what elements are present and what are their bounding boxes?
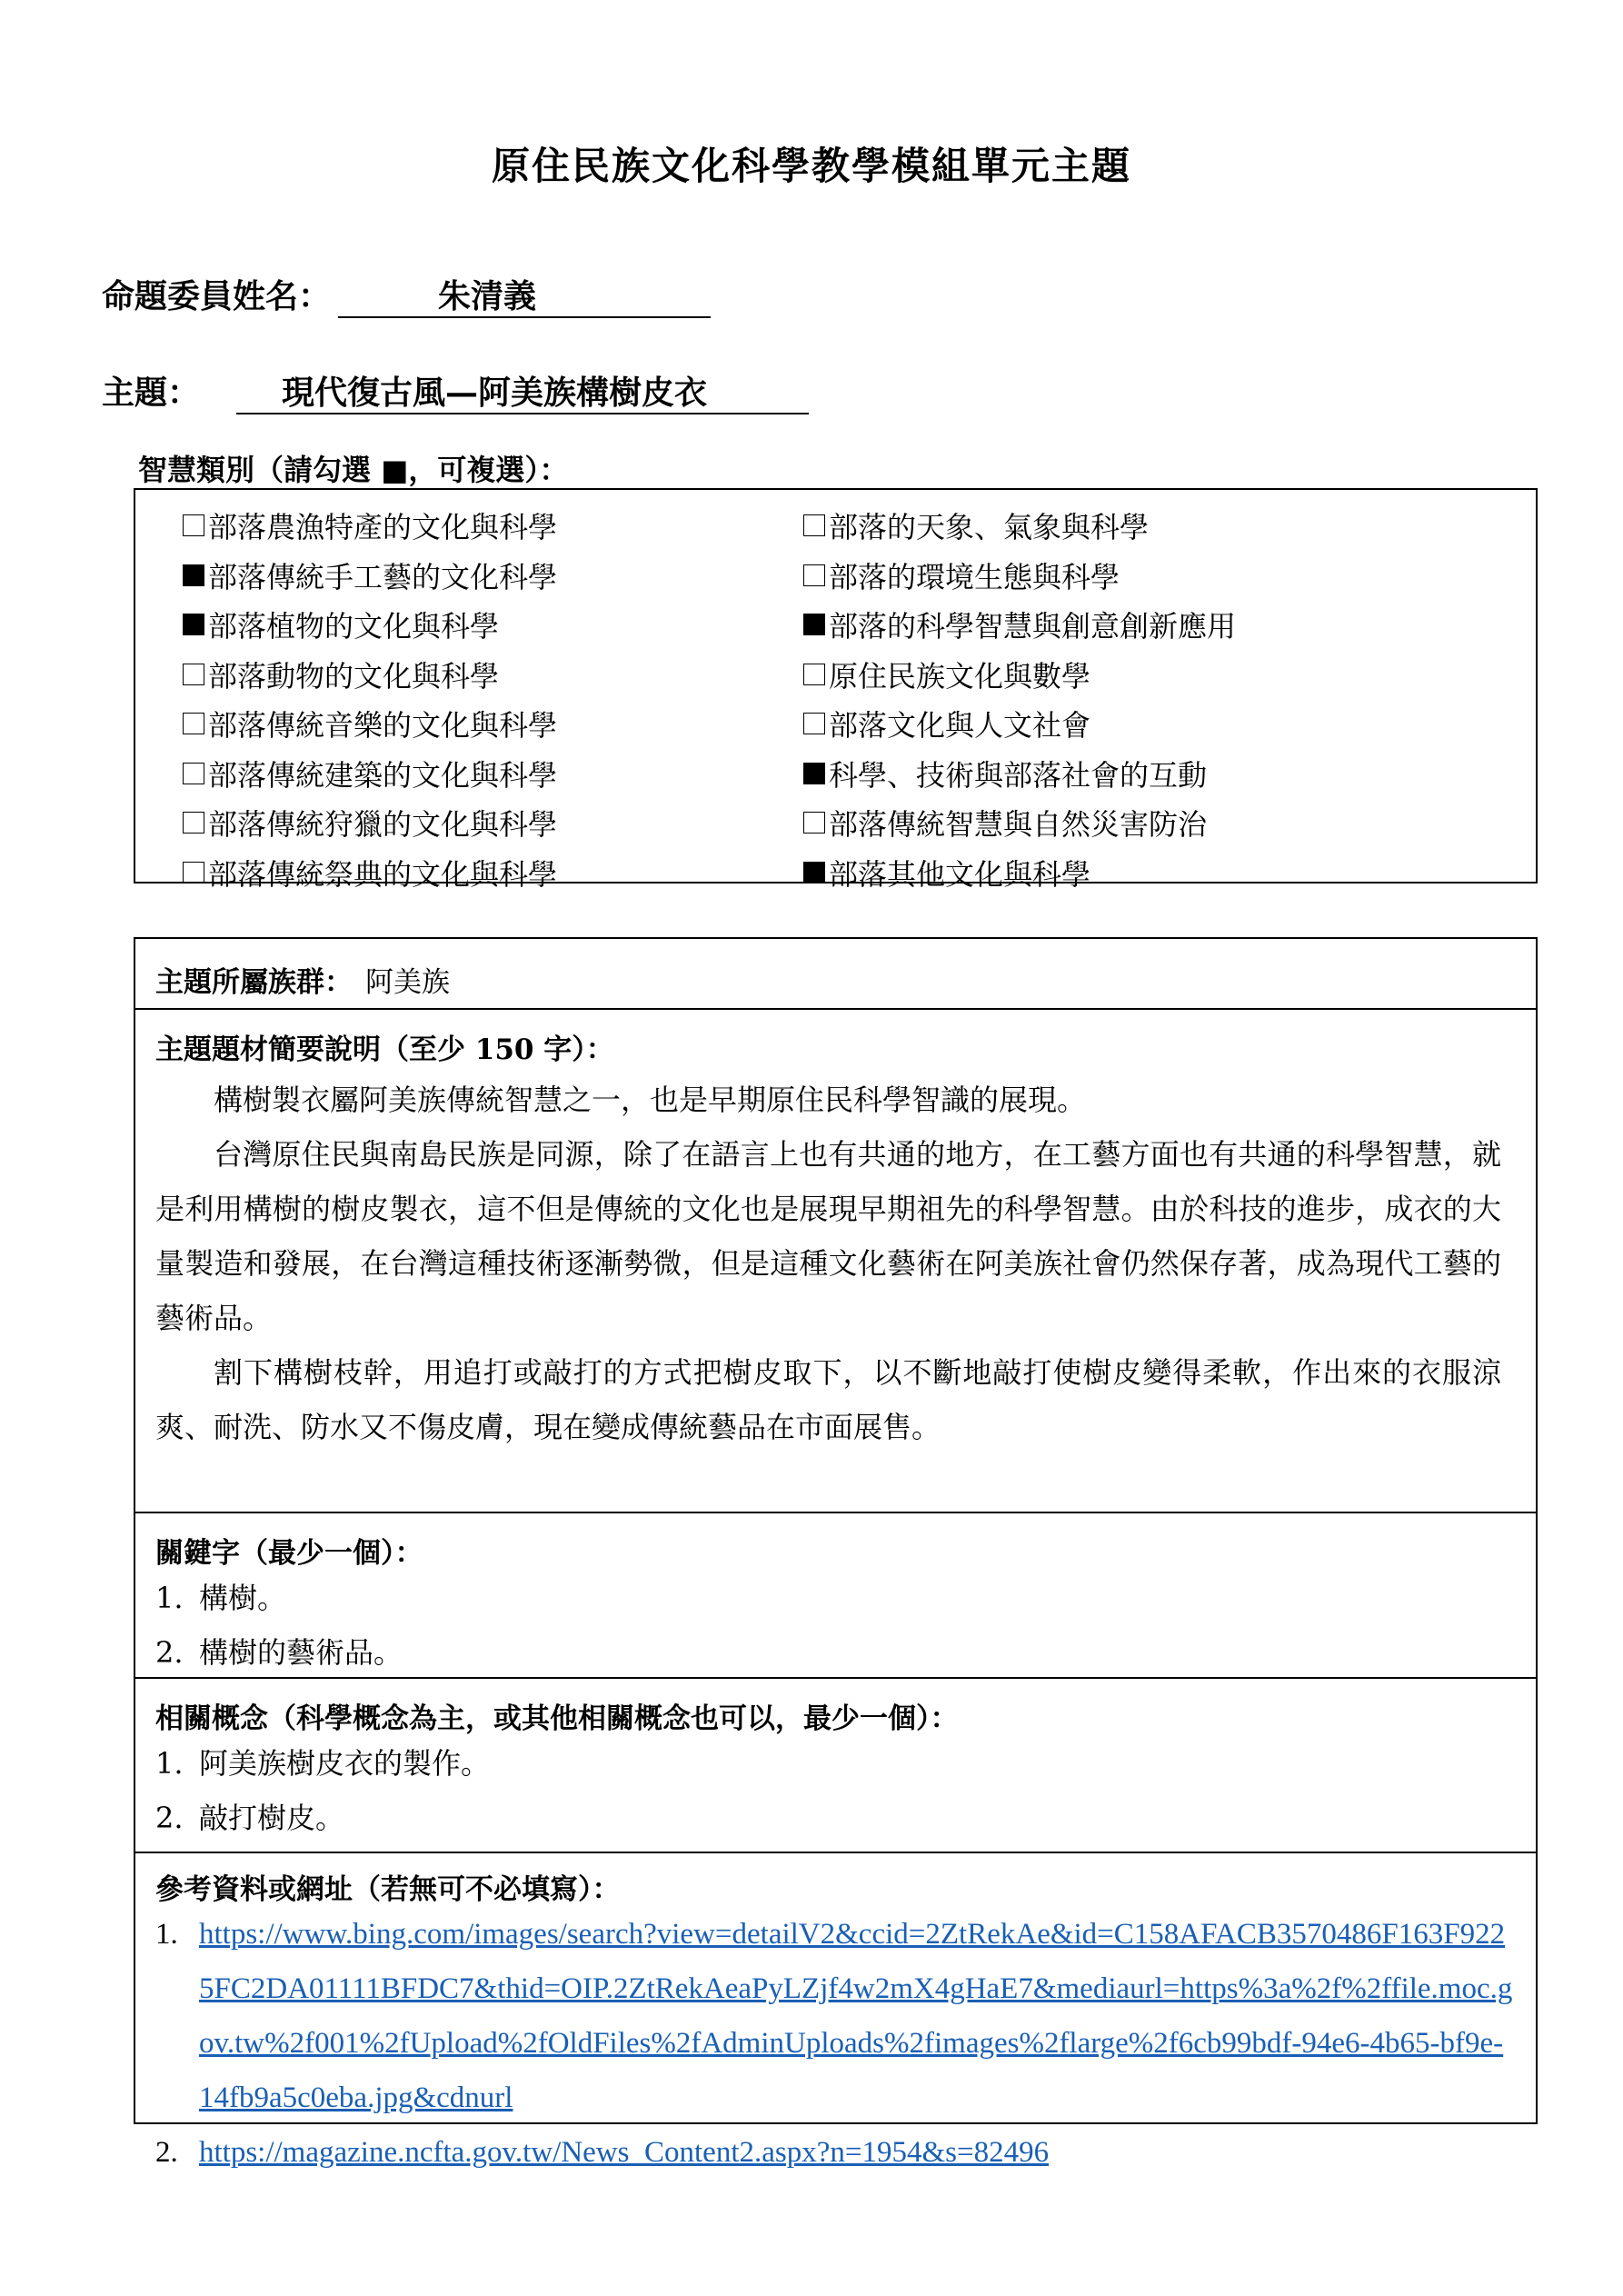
category-label: 部落傳統祭典的文化與科學 <box>208 856 558 892</box>
category-item <box>183 749 557 799</box>
checkbox-unchecked[interactable] <box>803 664 825 685</box>
category-item <box>803 600 1236 650</box>
list-number: 2. <box>155 1801 184 1835</box>
checkbox-unchecked[interactable] <box>803 564 825 586</box>
category-item <box>803 749 1236 799</box>
topic-field <box>102 367 809 414</box>
category-label: 部落傳統手工藝的文化科學 <box>208 559 558 594</box>
category-label: 部落的天象、氣象與科學 <box>829 510 1150 545</box>
list-item <box>155 1736 1536 1791</box>
checkbox-unchecked[interactable] <box>803 514 825 536</box>
category-heading: 智慧類別（請勾選 ■，可複選）： <box>138 453 569 487</box>
category-item <box>803 501 1236 551</box>
category-label: 原住民族文化與數學 <box>829 658 1091 694</box>
concepts-label: 相關概念（科學概念為主，或其他相關概念也可以，最少一個）： <box>155 1702 959 1735</box>
category-label: 部落植物的文化與科學 <box>208 609 500 644</box>
description-label: 主題題材簡要說明（至少 150 字）： <box>155 1033 614 1066</box>
checkbox-unchecked[interactable] <box>803 713 825 734</box>
checkbox-unchecked[interactable] <box>183 664 204 685</box>
category-item <box>803 798 1236 848</box>
reference-link[interactable]: https://magazine.ncfta.gov.tw/News_Content2.aspx?n=1954&s=82496 <box>199 2136 1050 2169</box>
category-label: 部落傳統音樂的文化與科學 <box>208 708 558 744</box>
category-column-right <box>803 501 1236 897</box>
list-number: 1. <box>155 1918 178 1951</box>
category-item <box>183 551 557 601</box>
category-label: 部落的科學智慧與創意創新應用 <box>829 609 1237 644</box>
reference-link[interactable]: https://www.bing.com/images/search?view=detailV2&ccid=2ZtRekAe&id=C158AFACB3570486F163F9225FC2DA01111BFDC7&thid=OIP.2ZtRekAeaPyLZjf4w2mX4gHaE7&mediaurl=https%3a%2f%2ffile.moc.gov.tw%2f001%2fUpload%2fOldFiles%2fAdminUploads%2fimages%2flarge%2f6cb99bdf-94e6-4b65-bf9e-14fb9a5c0eba.jpg&cdnurl <box>199 1918 1513 2114</box>
category-item <box>803 650 1236 700</box>
category-item <box>803 551 1236 601</box>
committee-field <box>102 271 711 318</box>
category-item <box>183 699 557 749</box>
list-number: 1. <box>155 1581 184 1615</box>
checkbox-unchecked[interactable] <box>183 713 204 734</box>
keywords-label: 關鍵字（最少一個）： <box>155 1537 423 1570</box>
committee-name: 朱清義 <box>338 277 711 318</box>
category-label: 部落農漁特產的文化與科學 <box>208 510 558 545</box>
keyword-text: 構樹的藝術品。 <box>199 1635 403 1670</box>
concept-text: 敲打樹皮。 <box>199 1801 345 1835</box>
checkbox-unchecked[interactable] <box>183 514 204 536</box>
references-row <box>135 1852 1536 2169</box>
checkbox-unchecked[interactable] <box>183 763 204 784</box>
category-checklist <box>134 488 1538 892</box>
category-item <box>183 848 557 898</box>
category-label: 部落文化與人文社會 <box>829 708 1091 744</box>
category-item <box>183 798 557 848</box>
checkbox-checked[interactable] <box>183 564 204 586</box>
category-label: 科學、技術與部落社會的互動 <box>829 757 1208 793</box>
description-paragraph: 台灣原住民與南島民族是同源，除了在語言上也有共通的地方，在工藝方面也有共通的科學智慧，就是利用構樹的樹皮製衣，這不但是傳統的文化也是展現早期祖先的科學智慧。由於科技的進步，成衣的大量製造和發展，在台灣這種技術逐漸勢微，但是這種文化藝術在阿美族社會仍然保存著，成為現代工藝的藝術品。 <box>155 1137 1501 1335</box>
keyword-text: 構樹。 <box>199 1581 287 1615</box>
checkbox-unchecked[interactable] <box>183 862 204 883</box>
topic-value: 現代復古風—阿美族構樹皮衣 <box>236 374 809 414</box>
page-title: 原住民族文化科學教學模組單元主題 <box>491 144 1131 188</box>
description-paragraph: 構樹製衣屬阿美族傳統智慧之一，也是早期原住民科學智識的展現。 <box>214 1083 1087 1117</box>
category-item <box>183 650 557 700</box>
category-item <box>803 848 1236 898</box>
list-item <box>155 1571 1536 1625</box>
checkbox-checked[interactable] <box>803 763 825 784</box>
checkbox-unchecked[interactable] <box>803 812 825 834</box>
concepts-row <box>135 1677 1536 1852</box>
references-label: 參考資料或網址（若無可不必填寫）： <box>155 1873 621 1906</box>
concept-text: 阿美族樹皮衣的製作。 <box>199 1746 491 1781</box>
committee-label: 命題委員姓名： <box>102 277 332 315</box>
ethnic-row <box>135 939 1536 1008</box>
category-item <box>183 600 557 650</box>
category-label: 部落動物的文化與科學 <box>208 658 500 694</box>
list-number: 2. <box>155 2136 178 2169</box>
category-item <box>183 501 557 551</box>
keywords-row <box>135 1512 1536 1677</box>
category-label: 部落傳統狩獵的文化與科學 <box>208 807 558 843</box>
category-item <box>803 699 1236 749</box>
category-label: 部落的環境生態與科學 <box>829 559 1120 594</box>
checkbox-checked[interactable] <box>183 614 204 635</box>
reference-item <box>155 2125 1536 2180</box>
checkbox-unchecked[interactable] <box>183 812 204 834</box>
list-item <box>155 1791 1536 1845</box>
category-label: 部落傳統建築的文化與科學 <box>208 757 558 793</box>
topic-info-table <box>134 937 1538 2169</box>
checkbox-checked[interactable] <box>803 614 825 635</box>
ethnic-label: 主題所屬族群： <box>155 966 353 999</box>
category-label: 部落其他文化與科學 <box>829 856 1091 892</box>
list-item <box>155 1625 1536 1680</box>
reference-item <box>155 1907 1536 2125</box>
description-row <box>135 1008 1536 1512</box>
category-column-left <box>183 501 557 897</box>
category-label: 部落傳統智慧與自然災害防治 <box>829 807 1208 843</box>
list-number: 2. <box>155 1635 184 1670</box>
list-number: 1. <box>155 1746 184 1781</box>
topic-label: 主題： <box>102 374 201 412</box>
description-paragraph: 割下構樹枝幹，用追打或敲打的方式把樹皮取下，以不斷地敲打使樹皮變得柔軟，作出來的衣服涼爽、耐洗、防水又不傷皮膚，現在變成傳統藝品在市面展售。 <box>155 1355 1501 1444</box>
ethnic-value: 阿美族 <box>365 966 450 999</box>
checkbox-checked[interactable] <box>803 862 825 883</box>
